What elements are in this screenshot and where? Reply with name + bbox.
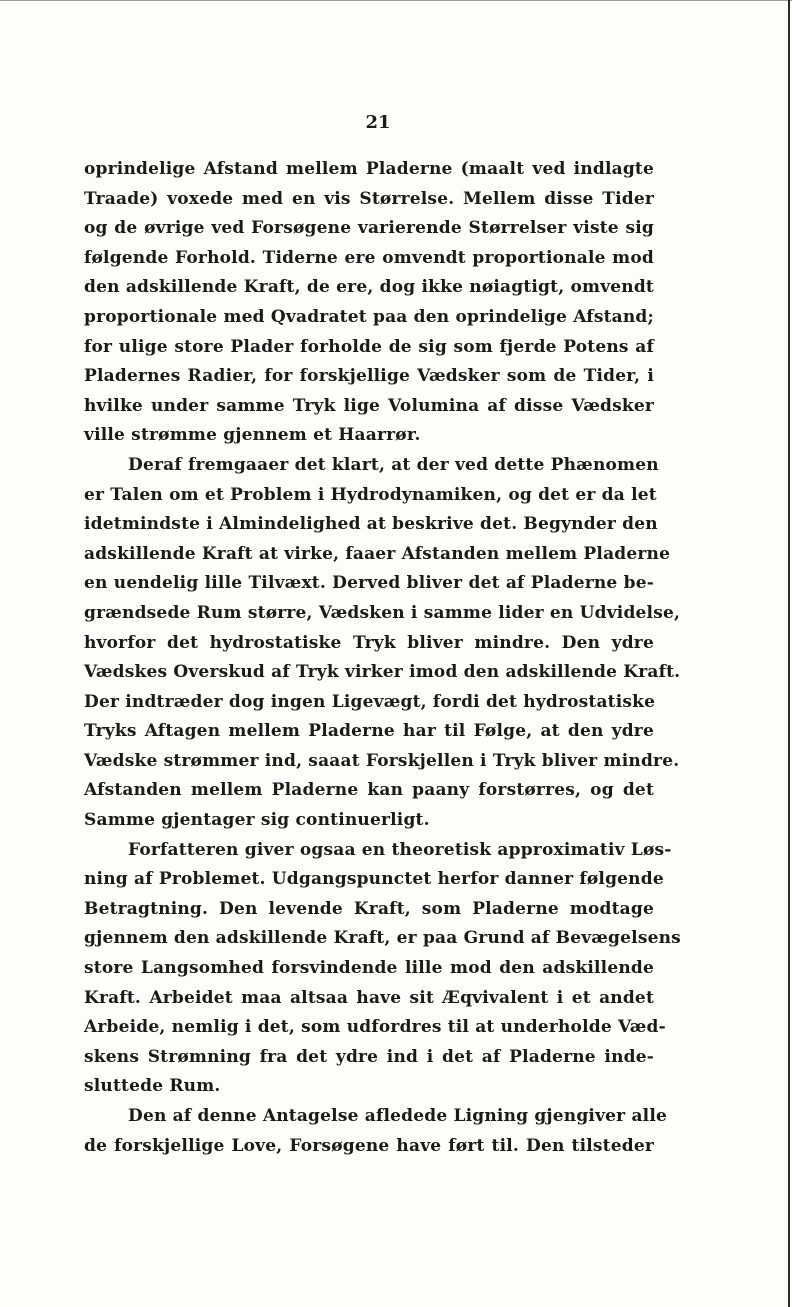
text-line: for ulige store Plader forholde de sig som fjerde Potens af (84, 336, 654, 357)
text-line: Samme gjentager sig continuerligt. (84, 810, 430, 831)
page-number: 21 (365, 112, 391, 133)
text-line: Deraf fremgaaer det klart, at der ved dette Phænomen (128, 454, 659, 475)
text-line: oprindelige Afstand mellem Pladerne (maalt ved indlagte (84, 159, 654, 179)
text-line: Afstanden mellem Pladerne kan paany forstørres, og det (84, 780, 654, 801)
paragraph-4 (84, 1102, 668, 1161)
text-line: og de øvrige ved Forsøgene varierende Størrelser viste sig (84, 218, 654, 239)
text-line: Den af denne Antagelse afledede Ligning gjengiver alle (128, 1106, 668, 1126)
text-line: idetmindste i Almindelighed at beskrive det. Begynder den (84, 514, 658, 535)
text-line: Arbeide, nemlig i det, som udfordres til at underholde Væd- (84, 1017, 666, 1038)
page-right-edge (788, 0, 790, 1307)
page-top-edge (0, 0, 792, 1)
text-line: grændsede Rum større, Vædsken i samme lider en Udvidelse, (84, 602, 681, 623)
text-line: ning af Problemet. Udgangspunctet herfor danner følgende (84, 869, 664, 890)
text-line: adskillende Kraft at virke, faaer Afstanden mellem Pladerne (84, 543, 671, 564)
text-line: ville strømme gjennem et Haarrør. (84, 425, 421, 446)
text-line: Forfatteren giver ogsaa en theoretisk approximativ Løs- (128, 839, 672, 860)
text-line: Vædskes Overskud af Tryk virker imod den adskillende Kraft. (84, 662, 681, 683)
text-line: Vædske strømmer ind, saaat Forskjellen i Tryk bliver mindre. (84, 750, 680, 771)
text-line: den adskillende Kraft, de ere, dog ikke nøiagtigt, omvendt (84, 277, 654, 298)
text-line: er Talen om et Problem i Hydrodynamiken, og det er da let (84, 484, 657, 505)
paragraph-2 (84, 451, 681, 836)
text-line: Traade) voxede med en vis Størrelse. Mellem disse Tider (84, 188, 654, 209)
text-line: følgende Forhold. Tiderne ere omvendt proportionale mod (84, 247, 654, 268)
text-line: Tryks Aftagen mellem Pladerne har til Følge, at den ydre (84, 721, 654, 742)
text-line: hvorfor det hydrostatiske Tryk bliver mindre. Den ydre (84, 632, 654, 653)
text-line: hvilke under samme Tryk lige Volumina af disse Vædsker (84, 395, 654, 416)
text-line: de forskjellige Love, Forsøgene have ført til. Den tilsteder (84, 1135, 654, 1156)
text-line: en uendelig lille Tilvæxt. Derved bliver det af Pladerne be- (84, 573, 654, 594)
text-line: store Langsomhed forsvindende lille mod den adskillende (84, 958, 654, 979)
text-line: skens Strømning fra det ydre ind i det af Pladerne inde- (84, 1046, 654, 1067)
text-line: Kraft. Arbeidet maa altsaa have sit Æqvivalent i et andet (84, 987, 654, 1008)
body-text (84, 155, 681, 1161)
text-line: proportionale med Qvadratet paa den oprindelige Afstand; (84, 306, 654, 327)
text-line: sluttede Rum. (84, 1076, 221, 1097)
text-line: Pladernes Radier, for forskjellige Vædsker som de Tider, i (84, 366, 654, 387)
paragraph-3 (84, 836, 681, 1102)
text-line: gjennem den adskillende Kraft, er paa Grund af Bevægelsens (84, 928, 681, 949)
text-line: Betragtning. Den levende Kraft, som Pladerne modtage (84, 898, 654, 919)
text-line: Der indtræder dog ingen Ligevægt, fordi det hydrostatiske (84, 691, 656, 712)
paragraph-1 (84, 155, 654, 451)
